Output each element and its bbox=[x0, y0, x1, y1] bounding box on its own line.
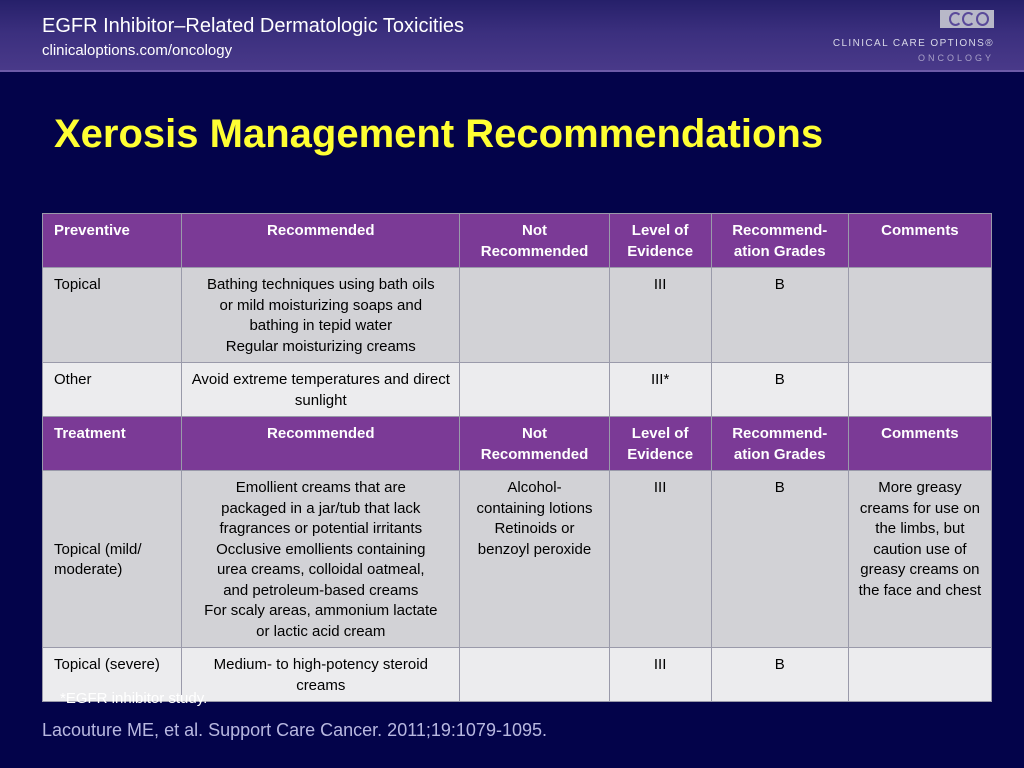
slide-header bbox=[0, 0, 1024, 72]
table-cell: III* bbox=[609, 363, 711, 417]
table-header-row bbox=[43, 417, 992, 471]
header-cell: Level of Evidence bbox=[609, 417, 711, 471]
header-subtitle: clinicaloptions.com/oncology bbox=[42, 42, 233, 59]
table-cell: Other bbox=[43, 363, 182, 417]
cco-logo bbox=[834, 10, 994, 66]
table-cell bbox=[460, 648, 609, 702]
cell-text: Alcohol-containing lotions Retinoids or benzoyl peroxide bbox=[476, 479, 593, 558]
cell-text: Bathing techniques using bath oils or mild moisturizing soaps and bathing in tepid water Regular moisturizing creams bbox=[206, 276, 435, 355]
header-title: EGFR Inhibitor–Related Dermatologic Toxicities bbox=[42, 15, 465, 37]
table-cell: More greasy creams for use on the limbs, but caution use of greasy creams on the face and chest bbox=[848, 471, 991, 648]
header-cell: Treatment bbox=[43, 417, 182, 471]
logo-name: CLINICAL CARE OPTIONS® bbox=[832, 38, 994, 49]
table-cell: B bbox=[711, 471, 848, 648]
table-cell: B bbox=[711, 648, 848, 702]
table-cell: Topical bbox=[43, 268, 182, 363]
table-cell: Topical (mild/ moderate) bbox=[43, 471, 182, 648]
cco-logo-icon bbox=[940, 10, 994, 28]
logo-sub: ONCOLOGY bbox=[917, 53, 994, 63]
table-cell: III bbox=[609, 268, 711, 363]
header-cell: Level of Evidence bbox=[609, 214, 711, 268]
table-cell: Medium- to high-potency steroid creams bbox=[182, 648, 460, 702]
table-cell: III bbox=[609, 471, 711, 648]
table-cell bbox=[182, 268, 460, 363]
cell-text: Emollient creams that are packaged in a jar/tub that lack fragrances or potential irritants Occlusive emollients containing urea creams, colloidal oatmeal, and petroleum-based creams For scaly areas, ammonium lactate or lactic acid cream bbox=[204, 479, 438, 640]
table-cell: Avoid extreme temperatures and direct sunlight bbox=[182, 363, 460, 417]
footnote: *EGFR inhibitor study. bbox=[60, 690, 208, 707]
table-row bbox=[43, 363, 992, 417]
recommendations-table bbox=[42, 213, 992, 702]
table-cell bbox=[460, 268, 609, 363]
table-cell: B bbox=[711, 363, 848, 417]
table-cell bbox=[460, 471, 609, 648]
header-cell: Recommend-ation Grades bbox=[711, 417, 848, 471]
slide-title: Xerosis Management Recommendations bbox=[54, 112, 824, 156]
header-cell: Not Recommended bbox=[460, 214, 609, 268]
header-cell: Comments bbox=[848, 214, 991, 268]
table-cell bbox=[848, 268, 991, 363]
table-cell: B bbox=[711, 268, 848, 363]
table-cell: Topical (severe) bbox=[43, 648, 182, 702]
header-cell: Recommended bbox=[182, 214, 460, 268]
citation: Lacouture ME, et al. Support Care Cancer. 2011;19:1079-1095. bbox=[42, 720, 547, 740]
table-cell bbox=[848, 648, 991, 702]
table-cell: III bbox=[609, 648, 711, 702]
header-cell: Not Recommended bbox=[460, 417, 609, 471]
table-row bbox=[43, 268, 992, 363]
table-header-row bbox=[43, 214, 992, 268]
header-cell: Recommend-ation Grades bbox=[711, 214, 848, 268]
header-cell: Preventive bbox=[43, 214, 182, 268]
header-cell: Recommended bbox=[182, 417, 460, 471]
table-cell bbox=[848, 363, 991, 417]
table-cell bbox=[460, 363, 609, 417]
table-row bbox=[43, 471, 992, 648]
header-cell: Comments bbox=[848, 417, 991, 471]
table-cell bbox=[182, 471, 460, 648]
